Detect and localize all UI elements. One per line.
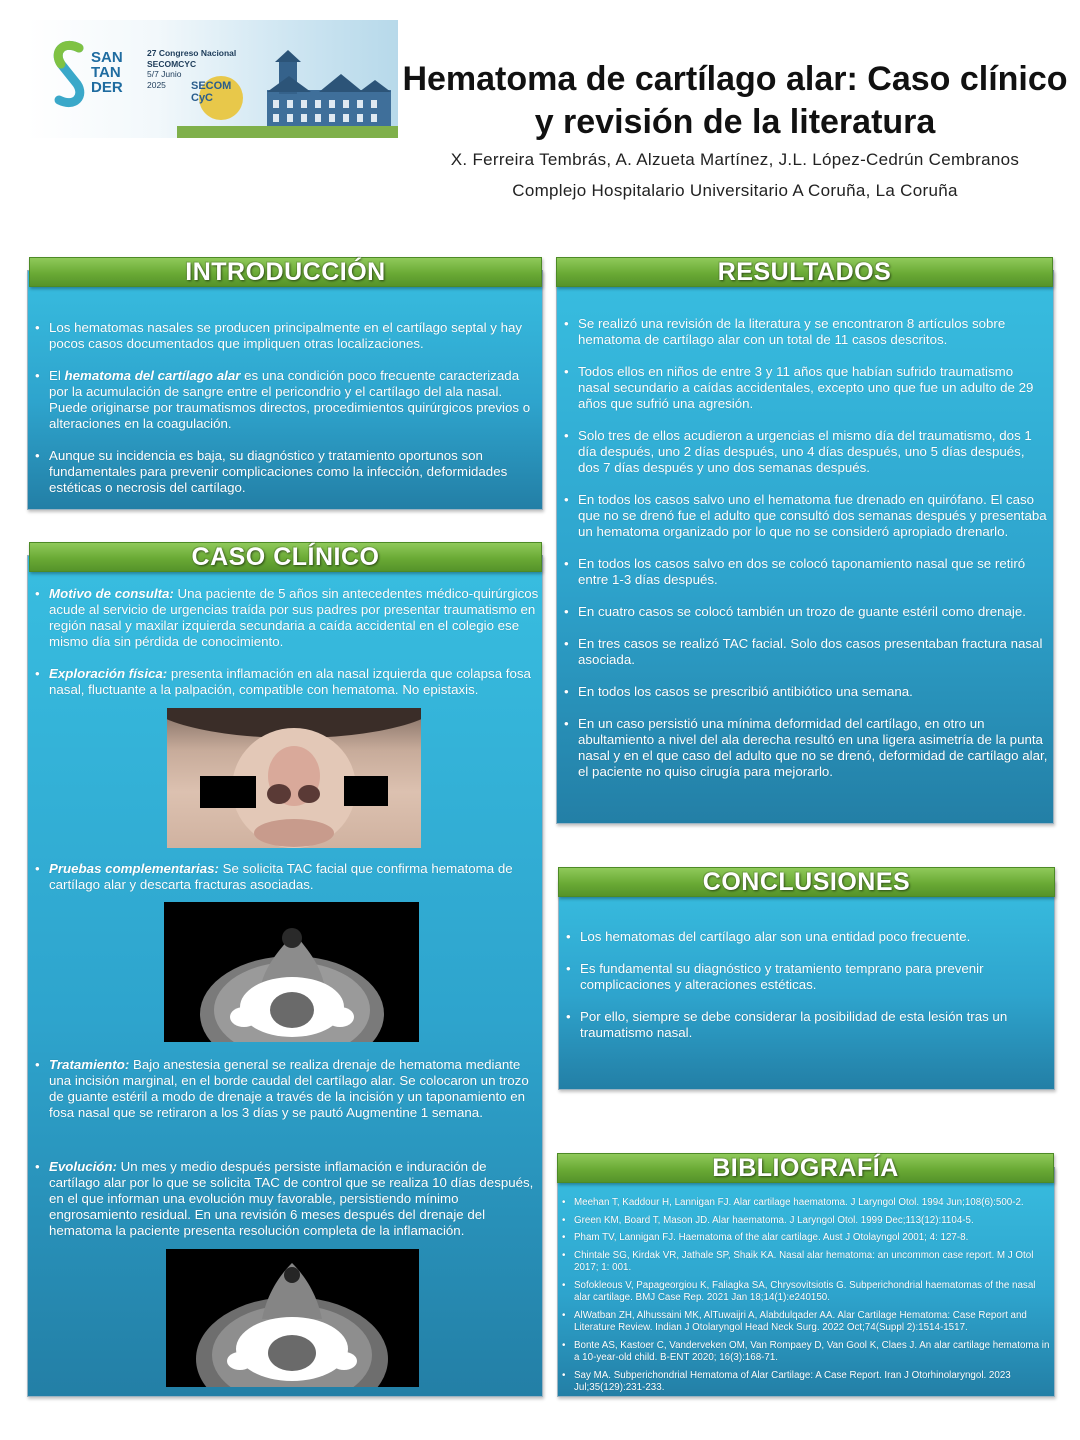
case-list-1 bbox=[31, 586, 539, 698]
poster-title: Hematoma de cartílago alar: Caso clínico y revisión de la literatura bbox=[402, 60, 1068, 141]
intro-bullet bbox=[31, 448, 539, 496]
case-list-3 bbox=[31, 1057, 539, 1239]
banner-congress-name: 27 Congreso Nacional bbox=[147, 48, 237, 58]
ct-scan-initial bbox=[164, 902, 419, 1042]
bibliography-list bbox=[560, 1197, 1050, 1395]
reference-item: • Bonte AS, Kastoer C, Vanderveken OM, Van Rompaey D, Van Gool K, Claes J. An alar cartilage hematoma in a 10-year-old child. B-ENT 2020; 16(3):168-71. bbox=[560, 1340, 1050, 1365]
case-text: presenta inflamación en ala nasal izquierda que colapsa fosa nasal, fluctuante a la palpación, compatible con hematoma. No epistaxis. bbox=[49, 666, 531, 697]
results-item: • En tres casos se realizó TAC facial. Solo dos casos presentaban fractura nasal asociada. bbox=[560, 636, 1048, 668]
eye-censor-bar bbox=[344, 776, 388, 806]
intro-bullet-text: El bbox=[49, 368, 65, 383]
case-label: Tratamiento: bbox=[49, 1057, 130, 1072]
banner-city-line: SAN bbox=[91, 49, 123, 66]
intro-bullet-text: Los hematomas nasales se producen principalmente en el cartílago septal y hay pocos casos documentados que impliquen otras localizaciones. bbox=[49, 320, 523, 351]
case-text: Se solicita TAC facial que confirma hematoma de cartílago alar y descarta fracturas asociadas. bbox=[49, 861, 513, 892]
conclusions-item: • Los hematomas del cartílago alar son una entidad poco frecuente. bbox=[562, 929, 1048, 945]
case-text: Un mes y medio después persiste inflamación e induración de cartílago alar por lo que se solicita TAC de control que se realiza 10 días después, en el que informan una evolución muy favorable, persistiendo mínimo engrosamiento residual. En una revisión 6 meses después del drenaje del hematoma la paciente presenta resolución completa de la inflamación. bbox=[49, 1159, 534, 1238]
clinical-photo bbox=[167, 708, 421, 848]
case-text: Bajo anestesia general se realiza drenaje de hematoma mediante una incisión marginal, en el borde caudal del cartílago alar. Se colocaron un trozo de guante estéril a modo de drenaje a través de la incisión y un taponamiento en fosa nasal que se retiraron a los 3 días y se pautó Augmentine 1 semana. bbox=[49, 1057, 529, 1120]
results-list bbox=[560, 316, 1048, 780]
results-item: • En todos los casos salvo uno el hematoma fue drenado en quirófano. El caso que no se drenó fue el adulto que consultó dos semanas después y presentaba un hematoma organizado por lo que no se consideró apropiado drenarlo. bbox=[560, 492, 1048, 540]
results-item: • En cuatro casos se colocó también un trozo de guante estéril como drenaje. bbox=[560, 604, 1048, 620]
congress-banner bbox=[27, 20, 398, 138]
banner-dates: 5/7 Junio bbox=[147, 69, 182, 79]
results-item: • Se realizó una revisión de la literatura y se encontraron 8 artículos sobre hematoma de cartílago alar con un total de 11 casos descritos. bbox=[560, 316, 1048, 348]
ct-scan-control bbox=[166, 1249, 419, 1387]
conclusions-item: • Por ello, siempre se debe considerar la posibilidad de esta lesión tras un traumatismo nasal. bbox=[562, 1009, 1048, 1041]
results-item: • En un caso persistió una mínima deformidad del cartílago, en otro un abultamiento a nivel del ala derecha resultó en una ligera asimetría de la punta nasal y en el que caso del adulto que no se drenó, deformidad de cartílago alar, el paciente no quiso cirugía para mejorarlo. bbox=[560, 716, 1048, 780]
banner-city-line: DER bbox=[91, 79, 123, 96]
results-item: • En todos los casos salvo en dos se colocó taponamiento nasal que se retiró entre 1-3 días después. bbox=[560, 556, 1048, 588]
ct-scan-image-icon bbox=[164, 902, 419, 1042]
banner-lawn bbox=[177, 126, 398, 138]
reference-item: • Say MA. Subperichondrial Hematoma of Alar Cartilage: A Case Report. Iran J Otorhinolaryngol. 2023 Jul;35(129):231-233. bbox=[560, 1370, 1050, 1395]
case-heading: CASO CLÍNICO bbox=[29, 542, 542, 572]
case-label: Motivo de consulta: bbox=[49, 586, 174, 601]
banner-city bbox=[91, 50, 123, 95]
reference-item: • Pham TV, Lannigan FJ. Haematoma of the alar cartilage. Aust J Otolayngol 2001; 4: 127-8. bbox=[560, 1232, 1050, 1245]
secom-logo-line: SECOM bbox=[191, 80, 232, 92]
ct-scan-image-icon bbox=[166, 1249, 419, 1387]
reference-item: • Sofokleous V, Papageorgiou K, Faliagka SA, Chrysovitsiotis G. Subperichondrial haematomas of the nasal alar cartilage. BMJ Case Rep. 2021 Jan 18;14(1):e240150. bbox=[560, 1280, 1050, 1305]
intro-emphasis: hematoma del cartílago alar bbox=[64, 368, 241, 383]
results-item: • Solo tres de ellos acudieron a urgencias el mismo día del traumatismo, dos 1 día después, uno 2 días después, uno 4 días después, uno 5 días después, dos 7 días después y uno dos semanas después. bbox=[560, 428, 1048, 476]
conclusions-list bbox=[562, 929, 1048, 1041]
secom-logo-line: CyC bbox=[191, 92, 214, 104]
case-label: Pruebas complementarias: bbox=[49, 861, 219, 876]
reference-item: • AlWatban ZH, Alhussaini MK, AlTuwaijri A, Alabdulqader AA. Alar Cartilage Hematoma: Case Report and Literature Review. Indian J Otolaryngol Head Neck Surg. 2022 Oct;74(Suppl 2):1514-1517. bbox=[560, 1310, 1050, 1335]
case-label: Evolución: bbox=[49, 1159, 117, 1174]
eye-censor-bar bbox=[200, 776, 256, 808]
reference-item: • Meehan T, Kaddour H, Lannigan FJ. Alar cartilage haematoma. J Laryngol Otol. 1994 Jun;108(6):500-2. bbox=[560, 1197, 1050, 1210]
results-item: • En todos los casos se prescribió antibiótico una semana. bbox=[560, 684, 1048, 700]
intro-bullet bbox=[31, 320, 539, 352]
case-label: Exploración física: bbox=[49, 666, 168, 681]
results-item: • Todos ellos en niños de entre 3 y 11 años que habían sufrido traumatismo nasal secundario a caídas accidentales, excepto uno que fue un adulto de 29 años que sufrió una agresión. bbox=[560, 364, 1048, 412]
nose-image-icon bbox=[167, 708, 421, 848]
poster-affiliation: Complejo Hospitalario Universitario A Coruña, La Coruña bbox=[512, 181, 958, 200]
results-heading: RESULTADOS bbox=[556, 257, 1053, 287]
reference-item: • Green KM, Board T, Mason JD. Alar haematoma. J Laryngol Otol. 1999 Dec;113(12):1104-5. bbox=[560, 1215, 1050, 1228]
case-bullet-tratamiento bbox=[31, 1057, 539, 1121]
case-bullet-motivo bbox=[31, 586, 539, 650]
banner-city-line: TAN bbox=[91, 64, 121, 81]
case-bullet-exploracion bbox=[31, 666, 539, 698]
bibliography-heading: BIBLIOGRAFÍA bbox=[557, 1153, 1054, 1183]
case-list-2 bbox=[31, 861, 539, 893]
conclusions-item: • Es fundamental su diagnóstico y tratamiento temprano para prevenir complicaciones y alteraciones estéticas. bbox=[562, 961, 1048, 993]
reference-item: • Chintale SG, Kirdak VR, Jathale SP, Shaik KA. Nasal alar hematoma: an uncommon case report. M J Otol 2017; 1: 001. bbox=[560, 1250, 1050, 1275]
intro-bullet-text: es una condición poco frecuente caracterizada por la acumulación de sangre entre el pericondrio y el cartílago del ala nasal. Puede originarse por traumatismos directos, procedimientos quirúrgicos previos o alteraciones en la coagulación. bbox=[49, 368, 531, 431]
intro-list bbox=[31, 320, 539, 496]
intro-bullet-text: Aunque su incidencia es baja, su diagnóstico y tratamiento oportunos son fundamentales para prevenir complicaciones como la infección, deformidades estéticas o necrosis del cartílago. bbox=[49, 448, 508, 495]
case-bullet-evolucion bbox=[31, 1159, 539, 1239]
secom-logo bbox=[191, 80, 231, 104]
banner-year: 2025 bbox=[147, 79, 166, 90]
banner-society: SECOMCYC bbox=[147, 58, 197, 69]
palace-illustration-icon bbox=[259, 50, 398, 136]
intro-heading: INTRODUCCIÓN bbox=[29, 257, 542, 287]
poster-authors: X. Ferreira Tembrás, A. Alzueta Martínez, J.L. López-Cedrún Cembranos bbox=[450, 150, 1020, 169]
case-text: Una paciente de 5 años sin antecedentes médico-quirúrgicos acude al servicio de urgencias traída por sus padres por presentar traumatismo en región nasal y maxilar izquierda secundaria a caída accidental en el colegio ese mismo día sin pérdida de conocimiento. bbox=[49, 586, 539, 649]
congress-logo-icon bbox=[49, 38, 89, 110]
conclusions-heading: CONCLUSIONES bbox=[558, 867, 1055, 897]
intro-bullet bbox=[31, 368, 539, 432]
case-bullet-pruebas bbox=[31, 861, 539, 893]
